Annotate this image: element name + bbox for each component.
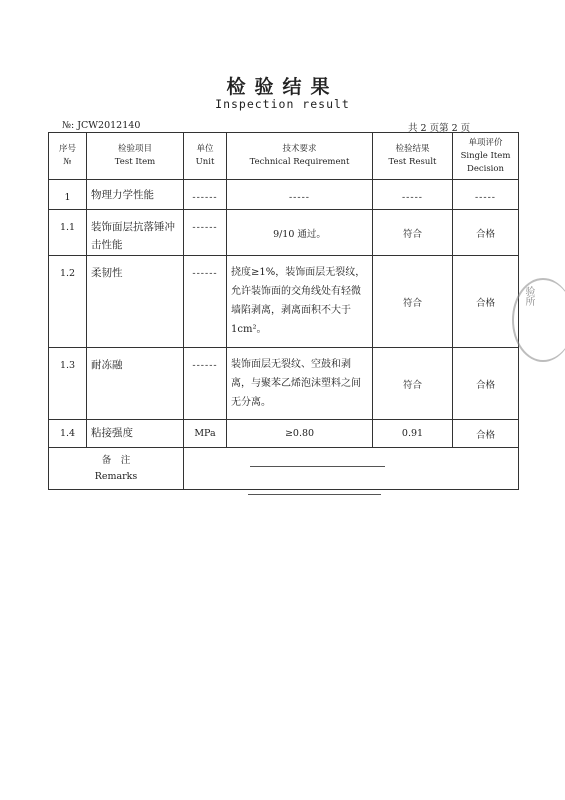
divider [250,466,385,467]
row-requirement: 挠度≥1%，装饰面层无裂纹，允许装饰面的交角线处有轻微墙陷剥离，剥离面积不大于 1cm²。 [227,256,373,348]
row-unit: ------ [184,256,227,348]
table-row [49,180,519,210]
row-no: 1.4 [49,420,87,448]
page-info: 共 2 页第 2 页 [408,123,471,134]
remarks-label: 备 注 Remarks [49,448,184,490]
col-seq: 序号 № [49,133,87,180]
row-decision: 合格 [453,348,519,420]
page-title: 检验结果 [226,76,339,98]
table-row [49,210,519,256]
row-item: 粘接强度 [87,420,184,448]
page-subtitle: Inspection result [215,97,350,111]
row-decision: 合格 [453,256,519,348]
row-no: 1.3 [49,348,87,420]
report-number: №: JCW2012140 [62,120,141,131]
row-item: 物理力学性能 [87,180,184,210]
row-result: ----- [373,180,453,210]
row-result: 0.91 [373,420,453,448]
col-requirement: 技术要求 Technical Requirement [227,133,373,180]
row-requirement: 9/10 通过。 [227,210,373,256]
row-decision: 合格 [453,210,519,256]
row-requirement: ----- [227,180,373,210]
divider [248,494,381,495]
row-unit: ------ [184,180,227,210]
row-result: 符合 [373,256,453,348]
col-item: 检验项目 Test Item [87,133,184,180]
col-result: 检验结果 Test Result [373,133,453,180]
row-no: 1.1 [49,210,87,256]
remarks-content [184,448,519,490]
table-row [49,420,519,448]
row-item: 柔韧性 [87,256,184,348]
seal-text: 验所 [523,286,534,306]
row-result: 符合 [373,210,453,256]
row-requirement: ≥0.80 [227,420,373,448]
col-decision: 单项评价 Single Item Decision [453,133,519,180]
remarks-row [49,448,519,490]
row-no: 1.2 [49,256,87,348]
row-item: 装饰面层抗落锤冲击性能 [87,210,184,256]
row-decision: 合格 [453,420,519,448]
table-row [49,348,519,420]
row-item: 耐冻融 [87,348,184,420]
col-unit: 单位 Unit [184,133,227,180]
row-unit: MPa [184,420,227,448]
results-table [48,132,519,490]
table-header [49,133,519,180]
row-decision: ----- [453,180,519,210]
row-unit: ------ [184,348,227,420]
row-unit: ------ [184,210,227,256]
row-result: 符合 [373,348,453,420]
row-no: 1 [49,180,87,210]
row-requirement: 装饰面层无裂纹、空鼓和剥离，与聚苯乙烯泡沫塑料之间无分离。 [227,348,373,420]
table-row [49,256,519,348]
